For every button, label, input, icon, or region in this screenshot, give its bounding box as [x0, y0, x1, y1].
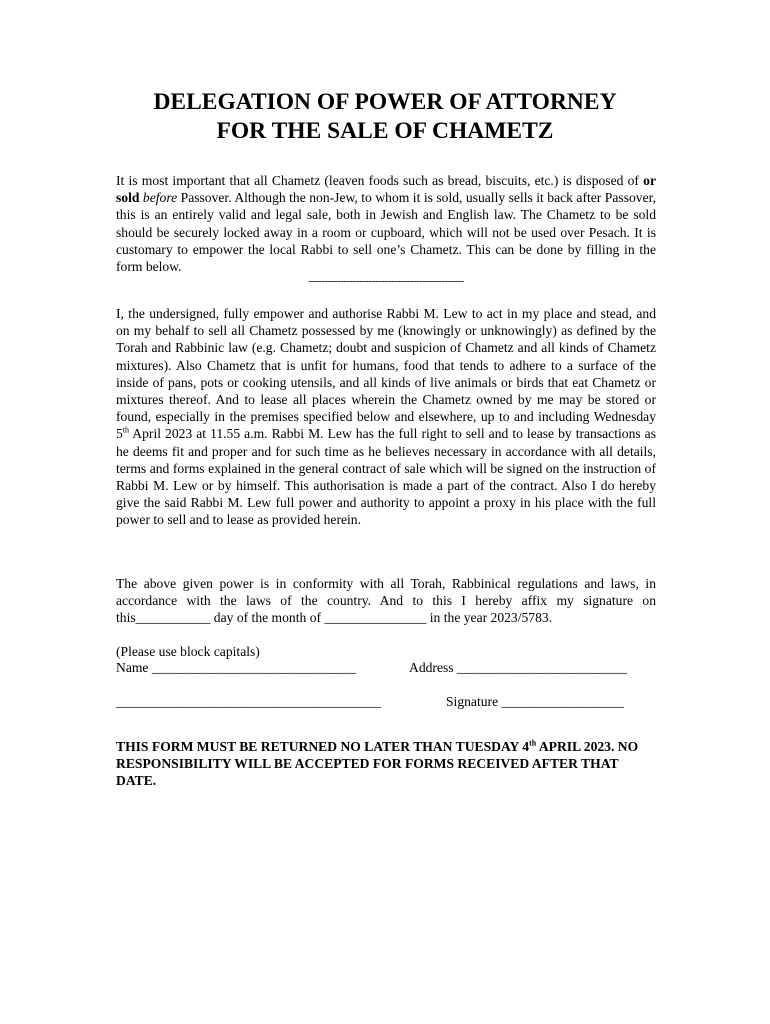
intro-text-1: It is most important that all Chametz (leaven foods such as bread, biscuits, etc.) is disposed of [116, 173, 644, 188]
authorisation-paragraph [116, 305, 656, 529]
authorisation-sup: th [122, 425, 130, 435]
block-capitals-note: (Please use block capitals) [116, 644, 260, 659]
warning-sup: th [529, 738, 537, 748]
title-line-1: DELEGATION OF POWER OF ATTORNEY [153, 89, 617, 115]
signature-field[interactable]: Signature __________________ [446, 694, 624, 709]
conformity-paragraph: The above given power is in conformity with all Torah, Rabbinical regulations and laws, in accordance with the laws of the country. And to this I hereby affix my signature on this___________ day of the month of _______________ in the year 2023/5783. [116, 576, 656, 626]
warning-text-1: THIS FORM MUST BE RETURNED NO LATER THAN TUESDAY 4 [116, 738, 530, 754]
return-deadline-warning [116, 738, 656, 790]
document-title [0, 88, 770, 146]
title-line-2: FOR THE SALE OF CHAMETZ [216, 118, 554, 144]
address-continuation-field[interactable]: _______________________________________ [116, 694, 382, 709]
divider-line: ------------------------------------------------- [308, 275, 464, 287]
intro-bold: or sold [116, 173, 656, 206]
address-field[interactable]: Address _________________________ [409, 660, 627, 675]
intro-italic: before [142, 190, 178, 206]
name-field[interactable]: Name ______________________________ [116, 660, 356, 675]
intro-paragraph [116, 172, 656, 275]
intro-text-2: Passover. Although the non-Jew, to whom it is sold, usually sells it back after Passover, this is an entirely valid and legal sale, both in Jewish and English law. The Chametz to be sold should be securely locked away in a room or cupboard, which will not be used over Pesach. It is customary to empower the local Rabbi to sell one’s Chametz. This can be done by filling in the form below. [116, 190, 656, 275]
authorisation-text-2: April 2023 at 11.55 a.m. Rabbi M. Lew has the full right to sell and to lease by transactions as he deems fit and proper and for such time as he believes necessary in accordance with all details, terms and forms explained in the general contract of sale which will be signed on the instruction of Rabbi M. Lew or by himself. This authorisation is made a part of the contract. Also I do hereby give the said Rabbi M. Lew full power and authority to appoint a proxy in his place with the full power to sell and to lease as provided herein. [116, 426, 656, 528]
authorisation-text-1: I, the undersigned, fully empower and authorise Rabbi M. Lew to act in my place and stead, and on my behalf to sell all Chametz possessed by me (knowingly or unknowingly) as defined by the Torah and Rabbinic law (e.g. Chametz; doubt and suspicion of Chametz and all kinds of Chametz mixtures). Also Chametz that is unfit for humans, food that tends to adhere to a surface of the inside of pans, pots or cooking utensils, and all kinds of live animals or birds that eat Chametz or mixtures thereof. And to lease all places wherein the Chametz owned by me may be stored or found, especially in the premises specified below and elsewhere, up to and including Wednesday 5 [116, 306, 656, 442]
warning-text-2: APRIL 2023. NO RESPONSIBILITY WILL BE ACCEPTED FOR FORMS RECEIVED AFTER THAT DATE. [116, 738, 639, 789]
